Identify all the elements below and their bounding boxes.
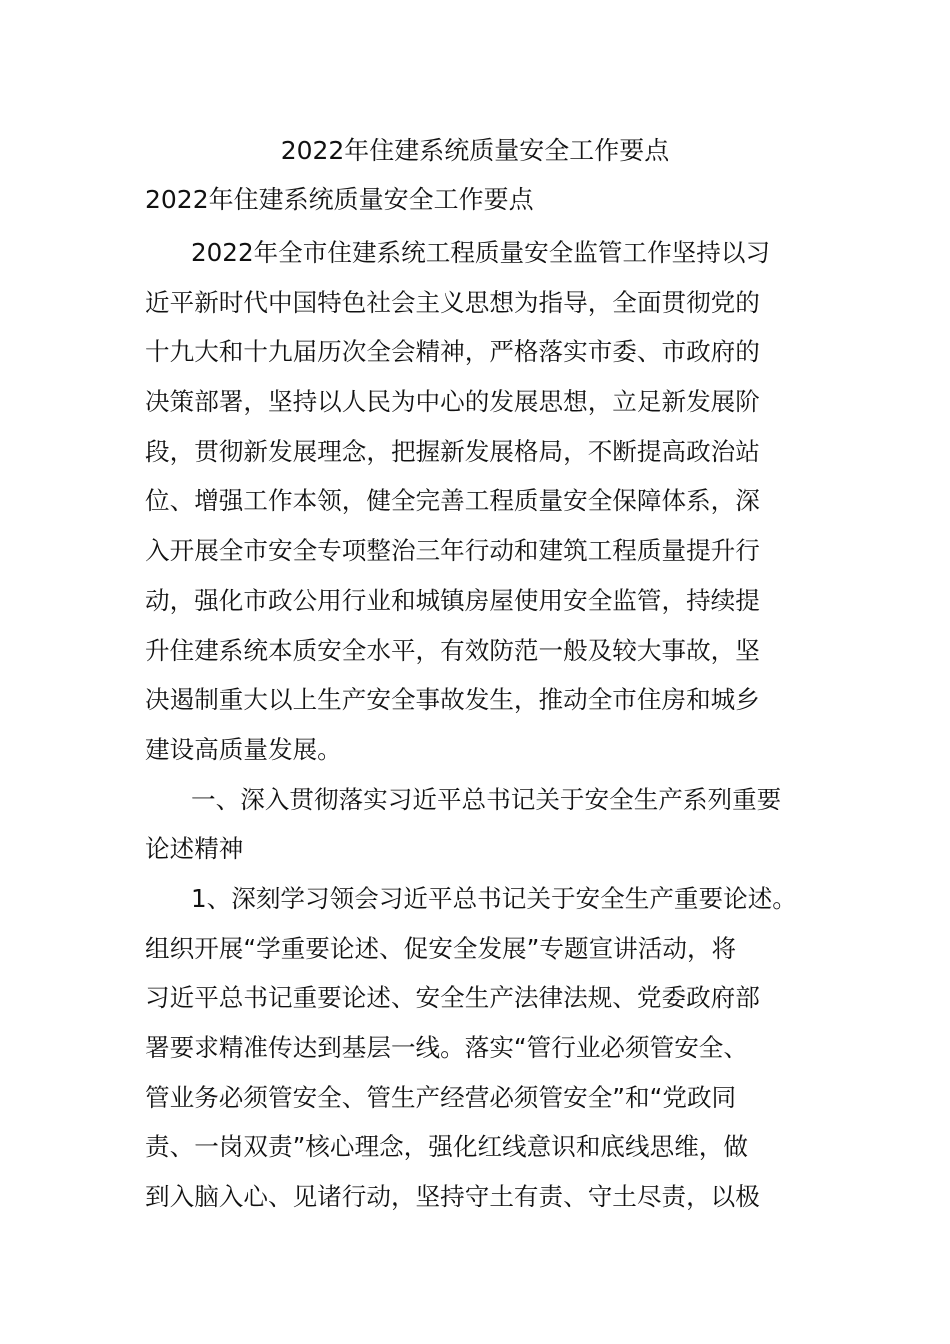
text-line: 建设高质量发展。	[145, 734, 342, 764]
document-subtitle: 2022年住建系统质量安全工作要点	[145, 185, 534, 214]
text-line: 决遏制重大以上生产安全事故发生，推动全市住房和城乡	[145, 685, 760, 715]
text-line: 位、增强工作本领，健全完善工程质量安全保障体系，深	[145, 486, 760, 516]
heading-line: 一、深入贯彻落实习近平总书记关于安全生产系列重要	[191, 784, 782, 814]
intro-paragraph	[145, 233, 825, 780]
document-body	[145, 233, 825, 1227]
heading-line: 论述精神	[145, 834, 244, 864]
section-heading	[145, 780, 825, 879]
text-line: 段，贯彻新发展理念，把握新发展格局，不断提高政治站	[145, 436, 760, 466]
text-line: 习近平总书记重要论述、安全生产法律法规、党委政府部	[145, 983, 760, 1013]
text-line: 近平新时代中国特色社会主义思想为指导，全面贯彻党的	[145, 287, 760, 317]
text-line: 1、深刻学习领会习近平总书记关于安全生产重要论述。	[191, 883, 797, 913]
item-paragraph	[145, 879, 825, 1227]
text-line: 到入脑入心、见诸行动，坚持守土有责、守土尽责，以极	[145, 1182, 760, 1212]
text-line: 管业务必须管安全、管生产经营必须管安全”和“党政同	[145, 1082, 737, 1112]
text-line: 入开展全市安全专项整治三年行动和建筑工程质量提升行	[145, 536, 760, 566]
text-line: 决策部署，坚持以人民为中心的发展思想，立足新发展阶	[145, 387, 760, 417]
document-title: 2022年住建系统质量安全工作要点	[280, 136, 670, 165]
text-line: 十九大和十九届历次全会精神，严格落实市委、市政府的	[145, 337, 760, 367]
text-line: 动，强化市政公用行业和城镇房屋使用安全监管，持续提	[145, 585, 760, 615]
text-line: 升住建系统本质安全水平，有效防范一般及较大事故，坚	[145, 635, 760, 665]
text-line: 2022年全市住建系统工程质量安全监管工作坚持以习	[191, 238, 771, 267]
text-line: 组织开展“学重要论述、促安全发展”专题宣讲活动，将	[145, 933, 737, 963]
text-line: 责、一岗双责”核心理念，强化红线意识和底线思维，做	[145, 1132, 748, 1162]
text-line: 署要求精准传达到基层一线。落实“管行业必须管安全、	[145, 1033, 748, 1062]
